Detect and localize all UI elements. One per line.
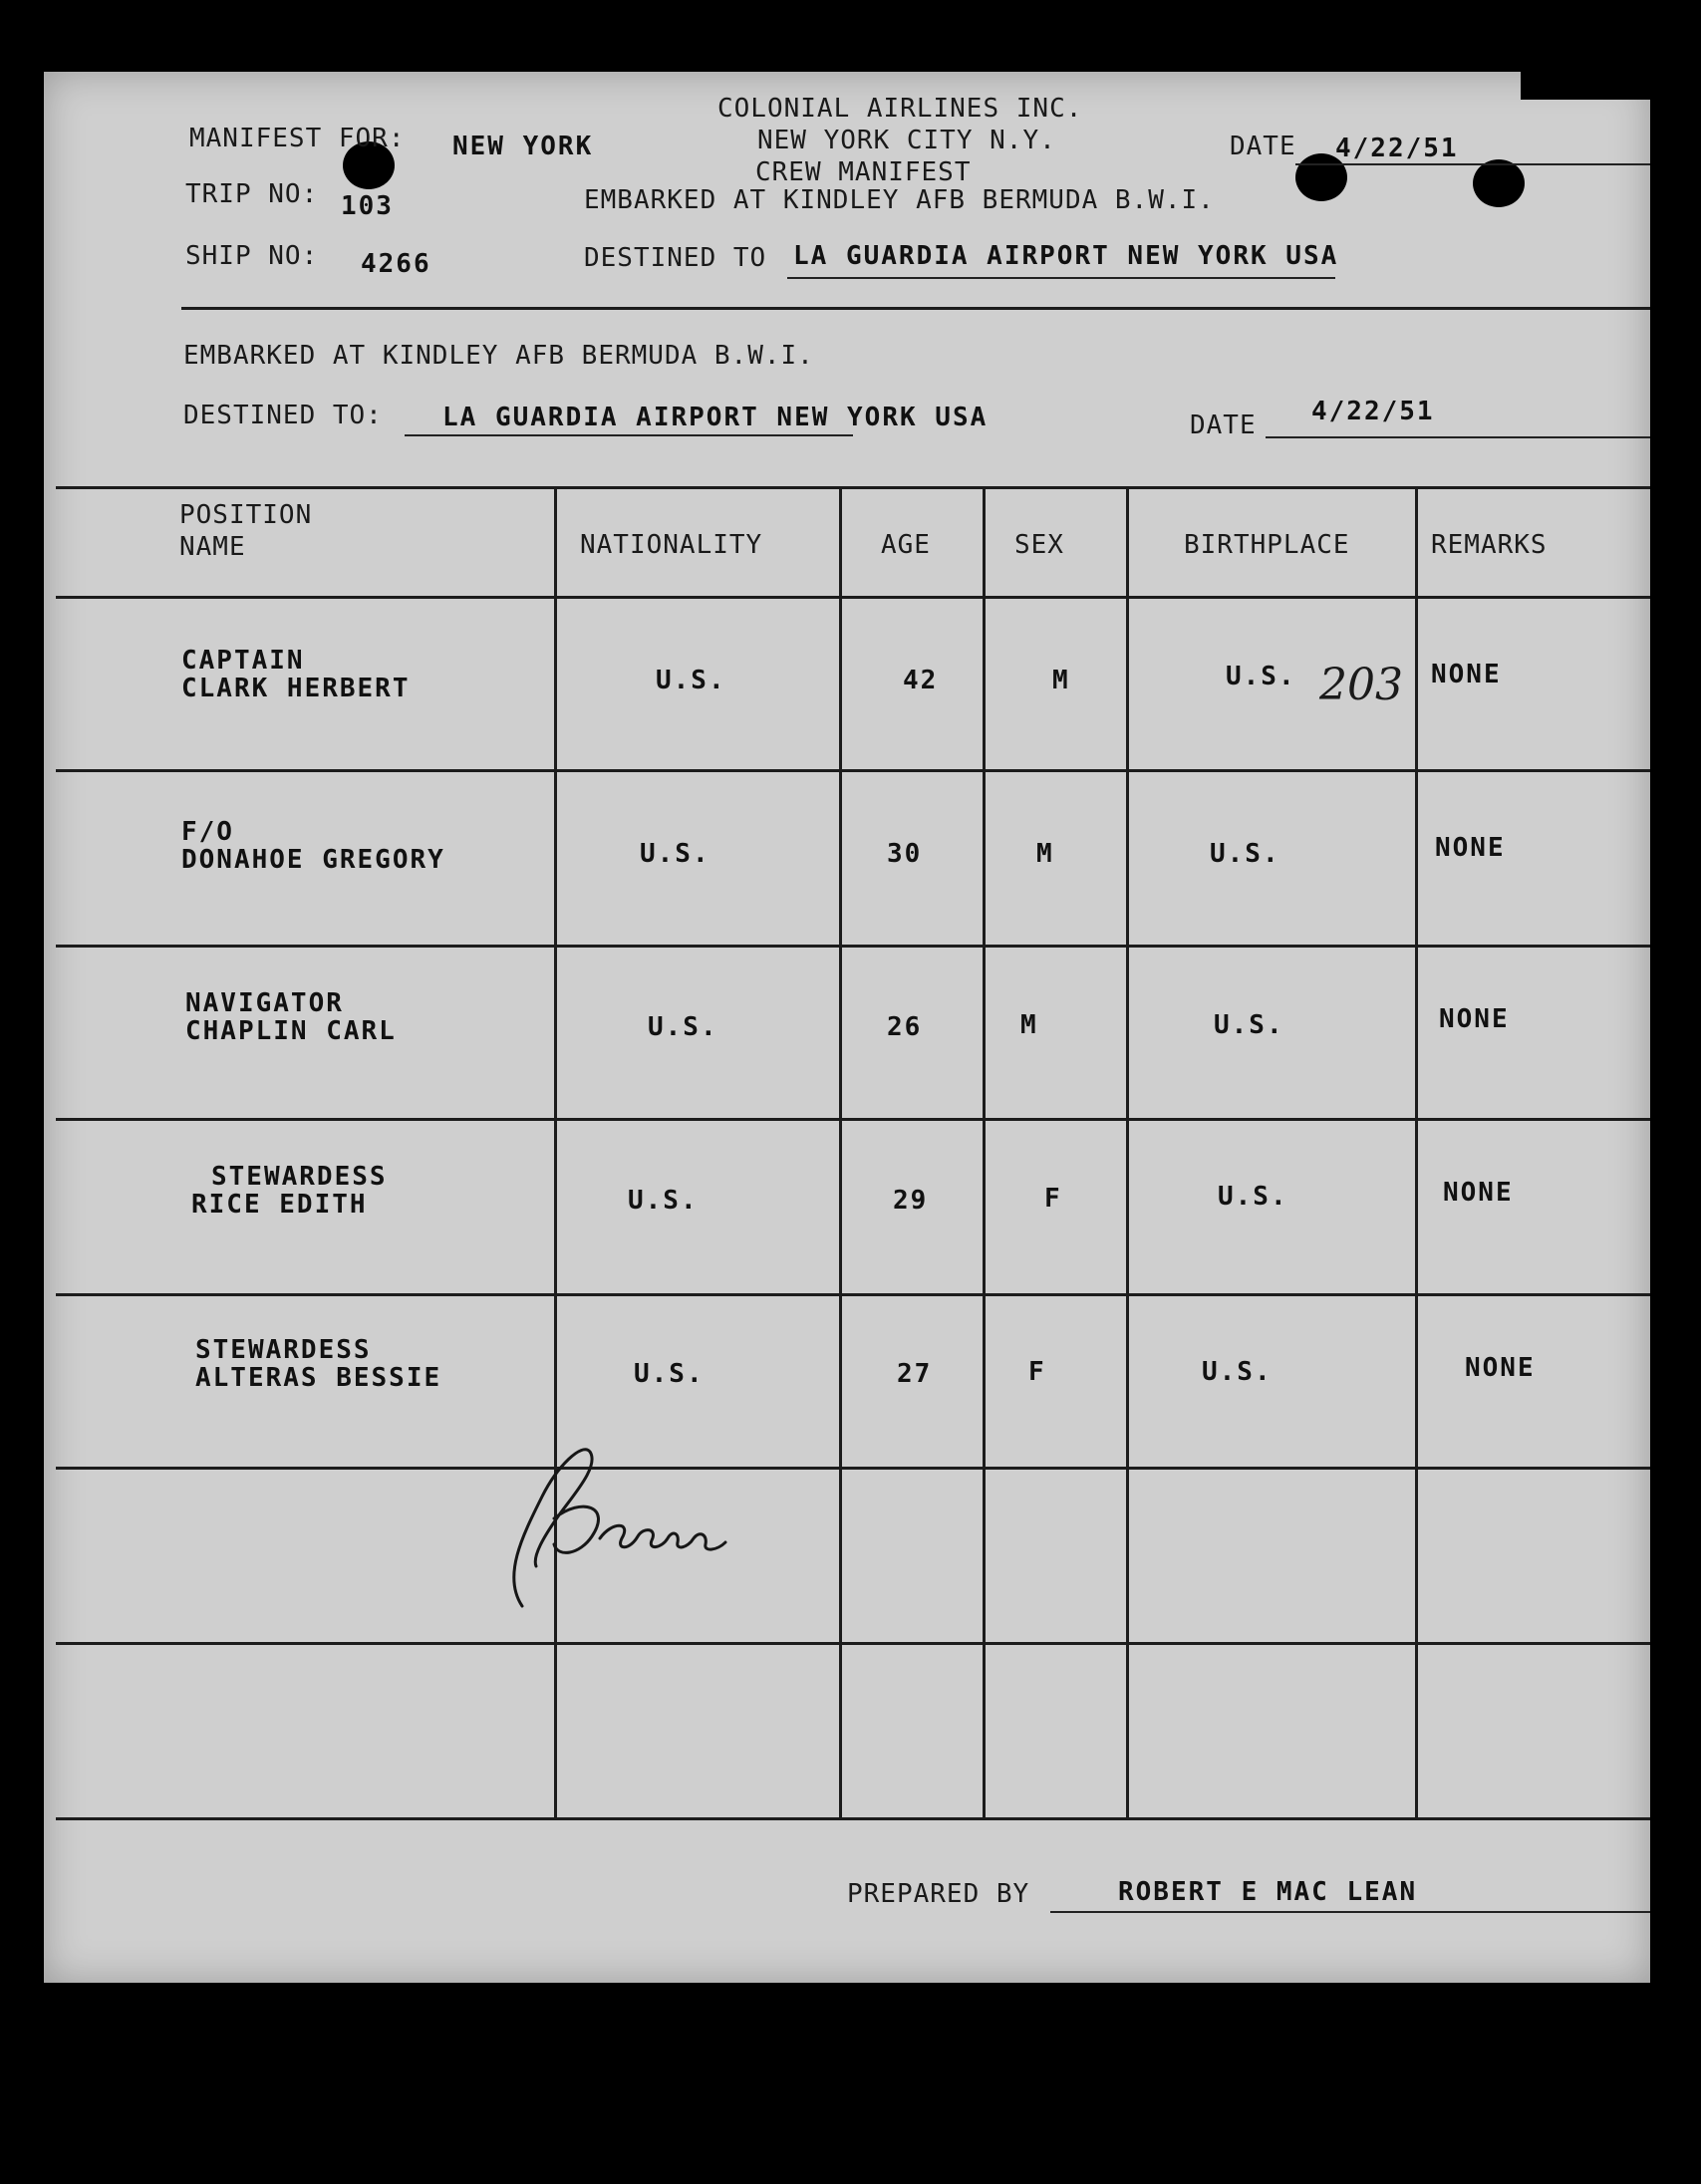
ship-label: SHIP NO: (185, 241, 319, 271)
manifest-for-label: MANIFEST FOR: (189, 124, 406, 153)
prepared-by-value: ROBERT E MAC LEAN (1118, 1877, 1418, 1907)
manifest-page (44, 72, 1650, 1983)
row2-age: 30 (887, 839, 923, 869)
torn-corner (1521, 72, 1650, 100)
row4-sex: F (1044, 1184, 1062, 1214)
prepared-by-label: PREPARED BY (847, 1879, 1030, 1909)
destined-underline (405, 434, 853, 436)
header-row-border (56, 596, 1650, 599)
table-bottom-border (56, 1817, 1650, 1820)
row3-birthplace: U.S. (1214, 1010, 1284, 1040)
header-birthplace: BIRTHPLACE (1184, 530, 1350, 560)
prepared-by-underline (1050, 1911, 1650, 1913)
column-divider (983, 486, 986, 1819)
column-divider (839, 486, 842, 1819)
destined-value: LA GUARDIA AIRPORT NEW YORK USA (442, 403, 989, 432)
header-remarks: REMARKS (1431, 530, 1548, 560)
row3-nationality: U.S. (648, 1012, 718, 1042)
row2-position: F/O (181, 817, 234, 847)
destined-label: DESTINED TO: (183, 401, 383, 430)
header-date-underline (1295, 163, 1650, 165)
row2-name: DONAHOE GREGORY (181, 845, 445, 875)
company-city: NEW YORK CITY N.Y. (757, 126, 1056, 155)
row-border (56, 1642, 1650, 1645)
row1-position: CAPTAIN (181, 646, 305, 676)
row5-nationality: U.S. (634, 1359, 705, 1389)
row4-name: RICE EDITH (191, 1190, 368, 1220)
header-destined-underline (787, 277, 1335, 279)
row5-name: ALTERAS BESSIE (195, 1363, 442, 1393)
row-border (56, 945, 1650, 948)
ship-value: 4266 (361, 249, 431, 279)
row5-birthplace: U.S. (1202, 1357, 1273, 1387)
handwritten-signature (462, 1427, 781, 1626)
row1-nationality: U.S. (656, 666, 726, 695)
header-position: POSITION (179, 500, 313, 530)
row4-age: 29 (893, 1186, 929, 1216)
embarked-line: EMBARKED AT KINDLEY AFB BERMUDA B.W.I. (183, 341, 814, 371)
manifest-for-value: NEW YORK (452, 132, 594, 161)
column-divider (1415, 486, 1418, 1819)
trip-value: 103 (341, 191, 394, 221)
column-divider (1126, 486, 1129, 1819)
row3-age: 26 (887, 1012, 923, 1042)
row2-nationality: U.S. (640, 839, 710, 869)
row-border (56, 1118, 1650, 1121)
row1-birthplace: U.S. (1226, 662, 1296, 691)
punch-hole (1473, 159, 1525, 207)
header-destined-label: DESTINED TO (584, 243, 767, 273)
header-date-value: 4/22/51 (1335, 134, 1459, 163)
date-value: 4/22/51 (1311, 397, 1435, 426)
row4-nationality: U.S. (628, 1186, 699, 1216)
row4-birthplace: U.S. (1218, 1182, 1288, 1212)
row1-age: 42 (903, 666, 939, 695)
row1-name: CLARK HERBERT (181, 674, 411, 703)
row3-sex: M (1020, 1010, 1038, 1040)
row5-sex: F (1028, 1357, 1046, 1387)
handwritten-note: 203 (1319, 660, 1403, 710)
table-top-border (56, 486, 1650, 489)
header-age: AGE (881, 530, 931, 560)
row2-remarks: NONE (1435, 833, 1506, 863)
row3-position: NAVIGATOR (185, 988, 344, 1018)
trip-label: TRIP NO: (185, 179, 319, 209)
row-border (56, 769, 1650, 772)
header-embarked: EMBARKED AT KINDLEY AFB BERMUDA B.W.I. (584, 185, 1215, 215)
row4-position: STEWARDESS (211, 1162, 388, 1192)
header-name: NAME (179, 532, 246, 562)
row1-remarks: NONE (1431, 660, 1502, 689)
date-label: DATE (1190, 410, 1257, 440)
row1-sex: M (1052, 666, 1070, 695)
header-sex: SEX (1014, 530, 1064, 560)
row3-name: CHAPLIN CARL (185, 1016, 397, 1046)
row5-position: STEWARDESS (195, 1335, 372, 1365)
date-underline (1266, 436, 1650, 438)
header-divider (181, 307, 1650, 310)
row-border (56, 1293, 1650, 1296)
row4-remarks: NONE (1443, 1178, 1514, 1208)
row2-sex: M (1036, 839, 1054, 869)
row3-remarks: NONE (1439, 1004, 1510, 1034)
company-name: COLONIAL AIRLINES INC. (717, 94, 1083, 124)
row5-remarks: NONE (1465, 1353, 1536, 1383)
header-nationality: NATIONALITY (580, 530, 763, 560)
header-date-label: DATE (1230, 132, 1296, 161)
row2-birthplace: U.S. (1210, 839, 1280, 869)
row5-age: 27 (897, 1359, 933, 1389)
row-border (56, 1467, 1650, 1470)
header-destined-value: LA GUARDIA AIRPORT NEW YORK USA (793, 241, 1339, 271)
document-type: CREW MANIFEST (755, 157, 972, 187)
